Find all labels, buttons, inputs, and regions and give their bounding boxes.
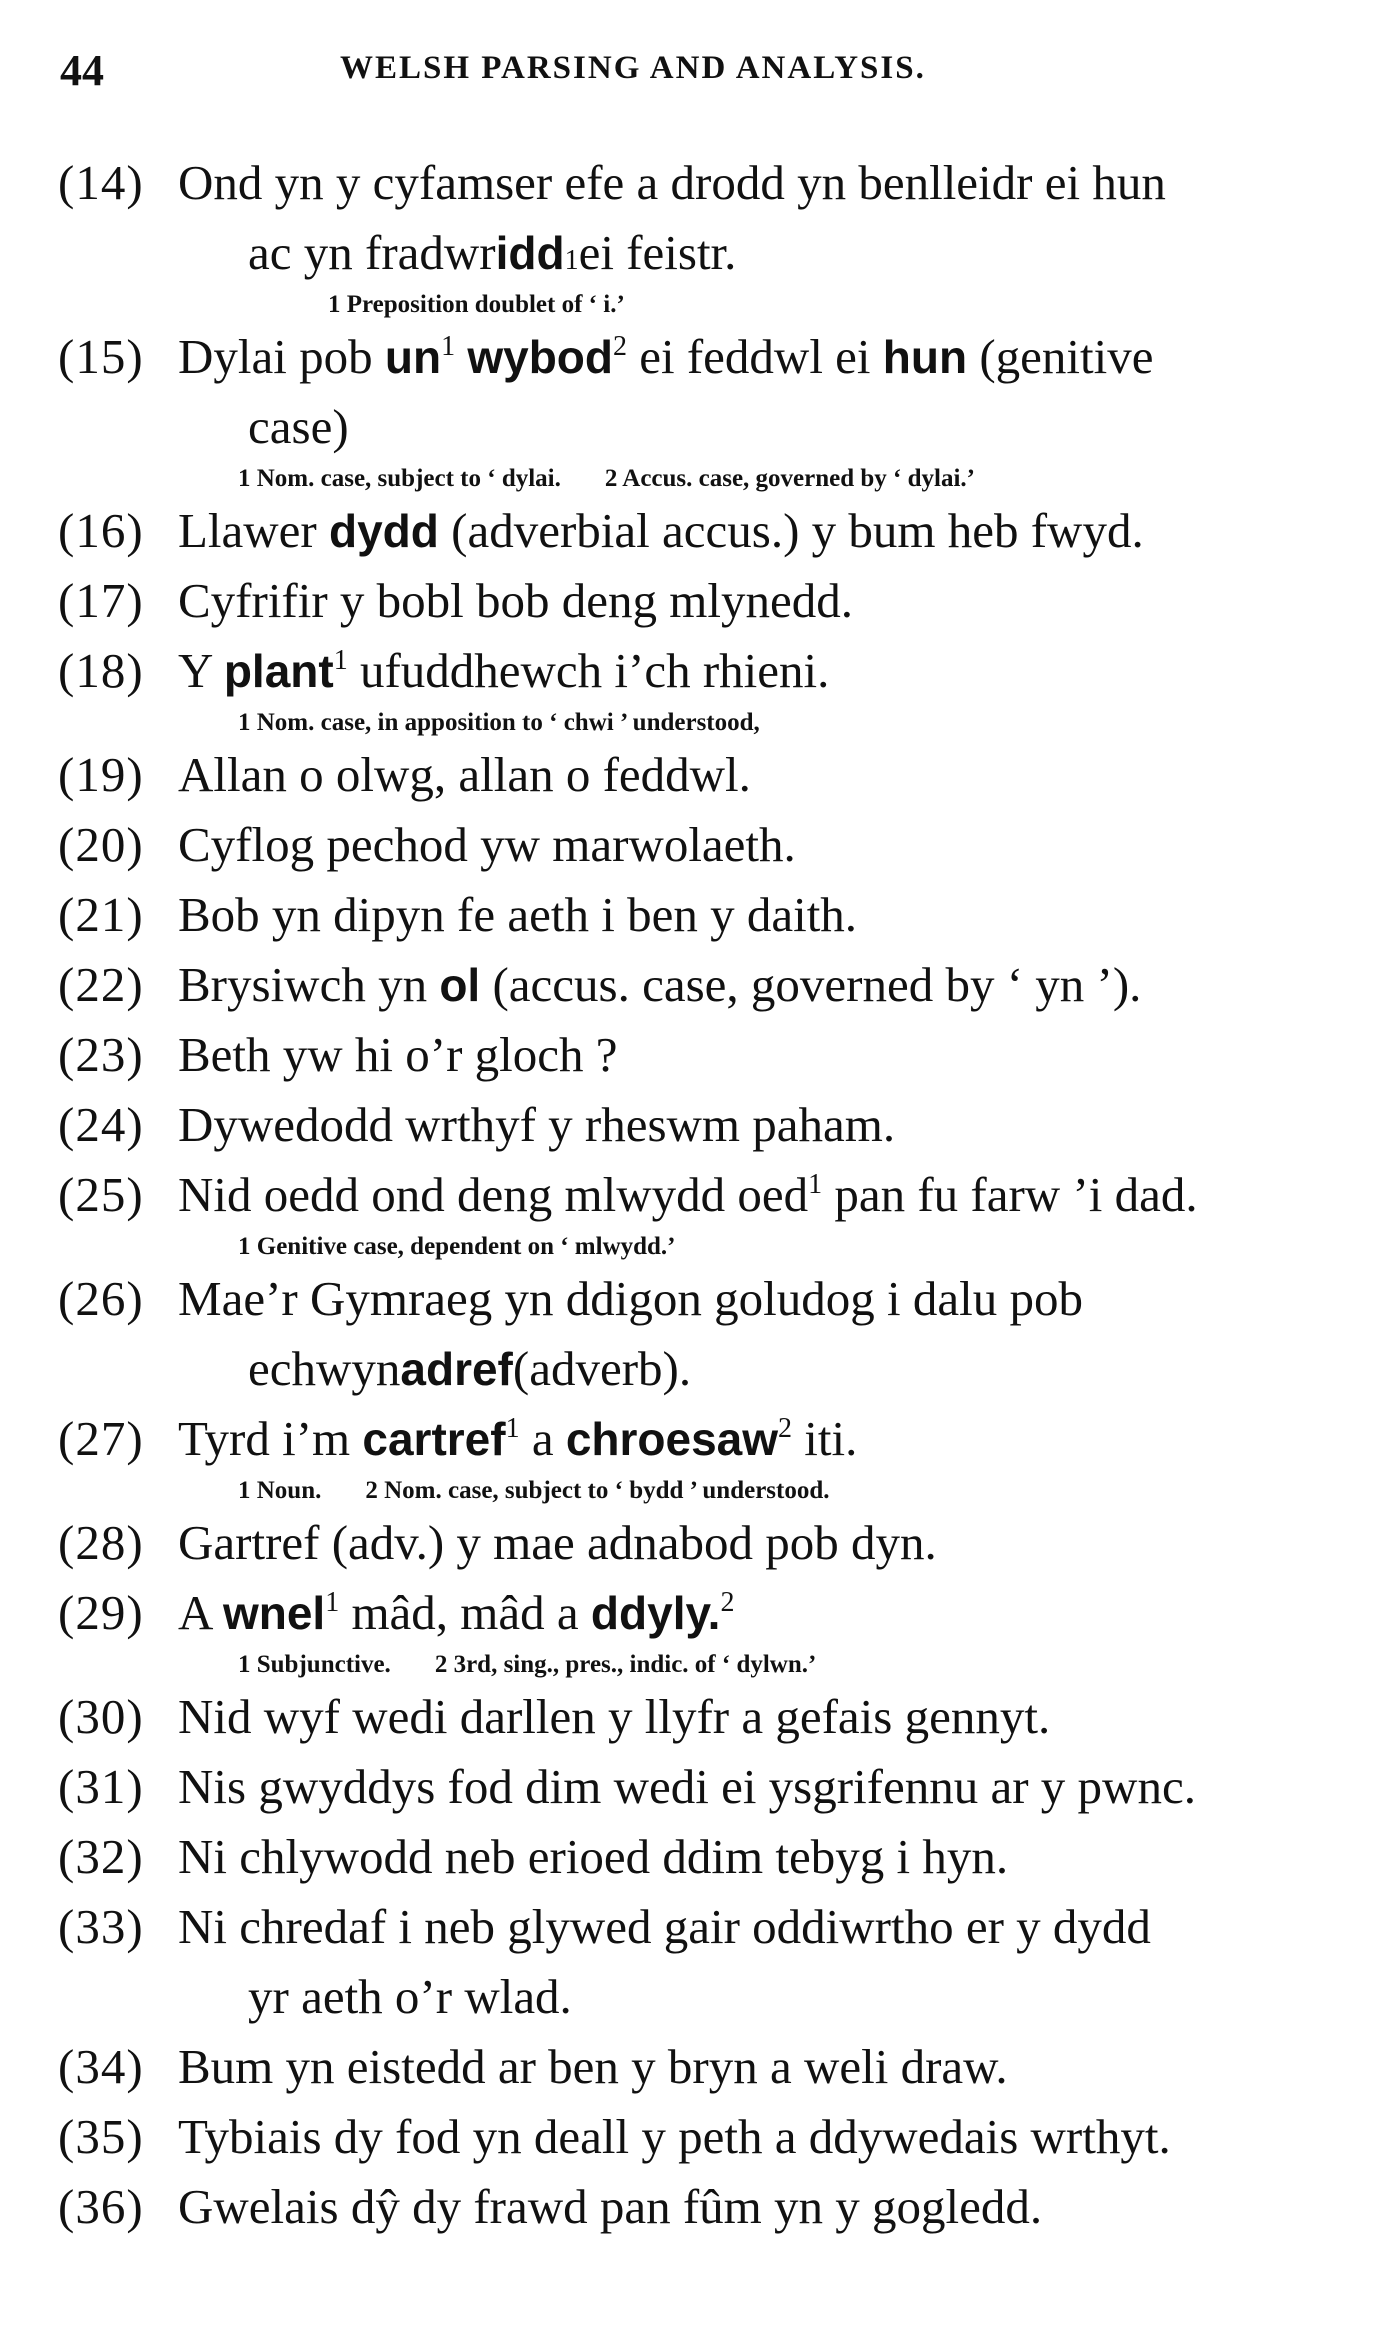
text-run <box>455 329 467 384</box>
exercise-27 <box>58 1404 1358 1508</box>
exercise-26 <box>58 1264 1358 1404</box>
bold-word: idd <box>495 227 565 279</box>
bold-word: un <box>384 331 442 383</box>
text-run: Llawer <box>178 503 329 558</box>
text-run: ufuddhewch i’ch rhieni. <box>347 643 830 698</box>
sentence-text: Ni chredaf i neb glywed gair oddiwrtho er y dydd <box>178 1899 1151 1954</box>
exercise-number: (28) <box>58 1515 144 1570</box>
sentence-text: Bob yn dipyn fe aeth i ben y daith. <box>178 887 858 942</box>
exercise-17 <box>58 566 1358 636</box>
exercise-15 <box>58 322 1358 496</box>
exercise-number: (27) <box>58 1411 144 1466</box>
sentence-text: Bum yn eistedd ar ben y bryn a weli draw. <box>178 2039 1008 2094</box>
exercise-list <box>58 148 1358 2242</box>
sentence-text: Ni chlywodd neb erioed ddim tebyg i hyn. <box>178 1829 1009 1884</box>
footnote <box>58 1648 1358 1682</box>
exercise-28 <box>58 1508 1358 1578</box>
exercise-number: (35) <box>58 2109 144 2164</box>
footnote-marker: 1 <box>325 1587 340 1618</box>
sentence-text <box>178 950 1358 1020</box>
sentence-text: Nid wyf wedi darllen y llyfr a gefais gennyt. <box>178 1689 1051 1744</box>
footnote-marker: 1 <box>441 331 456 362</box>
exercise-number: (24) <box>58 1097 144 1152</box>
footnote-marker: 1 <box>333 645 348 676</box>
text-run: A <box>178 1585 223 1640</box>
text-run: (genitive <box>967 329 1154 384</box>
text-run: (adverb). <box>512 1341 692 1396</box>
bold-word: cartref <box>362 1413 506 1465</box>
text-run: Nid oedd ond deng mlwydd oed <box>178 1167 809 1222</box>
bold-word: hun <box>882 331 968 383</box>
bold-word: plant <box>223 645 334 697</box>
exercise-30 <box>58 1682 1358 1752</box>
text-run: ac yn fradwr <box>248 225 496 280</box>
text-run: (adverbial accus.) y bum heb fwyd. <box>438 503 1144 558</box>
exercise-20 <box>58 810 1358 880</box>
text-run: echwyn <box>248 1341 401 1396</box>
text-run: Dylai pob <box>178 329 385 384</box>
bold-word: ol <box>439 959 481 1011</box>
footnote-text: 1 Preposition doublet of ‘ i.’ <box>328 291 625 318</box>
exercise-number: (29) <box>58 1585 144 1640</box>
footnote-text: 1 Subjunctive. <box>238 1651 391 1678</box>
text-run: Brysiwch yn <box>178 957 440 1012</box>
sentence-text <box>178 322 1358 392</box>
text-run: Y <box>178 643 224 698</box>
exercise-32 <box>58 1822 1358 1892</box>
bold-word: dydd <box>329 505 439 557</box>
exercise-25 <box>58 1160 1358 1264</box>
footnote-text: 2 Accus. case, governed by ‘ dylai.’ <box>604 465 976 492</box>
exercise-number: (32) <box>58 1829 144 1884</box>
footnote-marker: 1 <box>505 1413 520 1444</box>
exercise-number: (20) <box>58 817 144 872</box>
footnote <box>58 288 1358 322</box>
bold-word: wybod <box>467 331 613 383</box>
bold-word: adref <box>400 1343 513 1395</box>
sentence-text <box>178 1160 1358 1230</box>
exercise-number: (23) <box>58 1027 144 1082</box>
footnote-marker: 2 <box>613 331 627 362</box>
text-run: mâd, mâd a <box>339 1585 591 1640</box>
exercise-34 <box>58 2032 1358 2102</box>
footnote-text: 1 Noun. <box>238 1477 322 1504</box>
exercise-number: (30) <box>58 1689 144 1744</box>
footnote-text: 1 Nom. case, subject to ‘ dylai. <box>238 465 561 492</box>
footnote-text: 1 Genitive case, dependent on ‘ mlwydd.’ <box>238 1233 676 1260</box>
exercise-number: (21) <box>58 887 144 942</box>
sentence-continuation: ac yn fradwr idd 1 ei feistr. <box>58 218 1358 288</box>
text-run: ei feddwl ei <box>627 329 883 384</box>
bold-word: chroesaw <box>565 1413 779 1465</box>
exercise-number: (25) <box>58 1167 144 1222</box>
sentence-text <box>178 1404 1358 1474</box>
exercise-31 <box>58 1752 1358 1822</box>
exercise-number: (22) <box>58 957 144 1012</box>
sentence-continuation: case) <box>248 399 349 454</box>
exercise-33 <box>58 1892 1358 2032</box>
exercise-19 <box>58 740 1358 810</box>
footnote-text: 2 3rd, sing., pres., indic. of ‘ dylwn.’ <box>434 1651 817 1678</box>
exercise-number: (34) <box>58 2039 144 2094</box>
exercise-24 <box>58 1090 1358 1160</box>
footnote-marker: 2 <box>720 1587 735 1618</box>
page-number: 44 <box>60 45 104 95</box>
exercise-number: (17) <box>58 573 144 628</box>
sentence-text: Gartref (adv.) y mae adnabod pob dyn. <box>178 1515 937 1570</box>
sentence-text: Mae’r Gymraeg yn ddigon goludog i dalu pob <box>178 1271 1083 1326</box>
exercise-number: (33) <box>58 1899 144 1954</box>
sentence-text: Dywedodd wrthyf y rheswm paham. <box>178 1097 896 1152</box>
sentence-continuation: yr aeth o’r wlad. <box>248 1969 572 2024</box>
sentence-text <box>178 496 1358 566</box>
exercise-number: (19) <box>58 747 144 802</box>
exercise-29 <box>58 1578 1358 1682</box>
footnote <box>58 462 1358 496</box>
sentence-text: Tybiais dy fod yn deall y peth a ddywedais wrthyt. <box>178 2109 1171 2164</box>
text-run: a <box>519 1411 566 1466</box>
exercise-number: (16) <box>58 503 144 558</box>
bold-word: wnel <box>222 1587 326 1639</box>
text-run: Tyrd i’m <box>178 1411 363 1466</box>
exercise-number: (36) <box>58 2179 144 2234</box>
sentence-text <box>178 1578 1358 1648</box>
footnote-marker: 1 <box>808 1169 823 1200</box>
running-title: WELSH PARSING AND ANALYSIS. <box>340 50 926 86</box>
text-run: ei feistr. <box>578 225 737 280</box>
exercise-number: (15) <box>58 329 144 384</box>
exercise-16 <box>58 496 1358 566</box>
bold-word: ddyly. <box>590 1587 721 1639</box>
sentence-text: Cyflog pechod yw marwolaeth. <box>178 817 796 872</box>
sentence-text: Allan o olwg, allan o feddwl. <box>178 747 751 802</box>
exercise-22 <box>58 950 1358 1020</box>
exercise-number: (18) <box>58 643 144 698</box>
exercise-35 <box>58 2102 1358 2172</box>
footnote-text: 2 Nom. case, subject to ‘ bydd ’ understood. <box>365 1477 830 1504</box>
footnote-marker: 2 <box>778 1413 793 1444</box>
text-run: iti. <box>792 1411 858 1466</box>
sentence-text: Ond yn y cyfamser efe a drodd yn benlleidr ei hun <box>178 155 1166 210</box>
sentence-text: Nis gwyddys fod dim wedi ei ysgrifennu ar y pwnc. <box>178 1759 1196 1814</box>
footnote <box>58 1474 1358 1508</box>
sentence-text: Beth yw hi o’r gloch ? <box>178 1027 618 1082</box>
text-run: pan fu farw ’i dad. <box>822 1167 1198 1222</box>
sentence-continuation <box>58 1334 1358 1404</box>
footnote-text: 1 Nom. case, in apposition to ‘ chwi ’ understood, <box>238 709 760 736</box>
sentence-text: Cyfrifir y bobl bob deng mlynedd. <box>178 573 854 628</box>
page-header <box>60 40 1350 100</box>
text-run: (accus. case, governed by ‘ yn ’). <box>480 957 1142 1012</box>
exercise-number: (31) <box>58 1759 144 1814</box>
exercise-number: (14) <box>58 155 144 210</box>
exercise-36 <box>58 2172 1358 2242</box>
exercise-number: (26) <box>58 1271 144 1326</box>
exercise-14 <box>58 148 1358 322</box>
exercise-18 <box>58 636 1358 740</box>
sentence-text: Gwelais dŷ dy frawd pan fûm yn y gogledd. <box>178 2179 1043 2234</box>
sentence-text <box>178 636 1358 706</box>
exercise-21 <box>58 880 1358 950</box>
exercise-23 <box>58 1020 1358 1090</box>
footnote <box>58 706 1358 740</box>
footnote <box>58 1230 1358 1264</box>
